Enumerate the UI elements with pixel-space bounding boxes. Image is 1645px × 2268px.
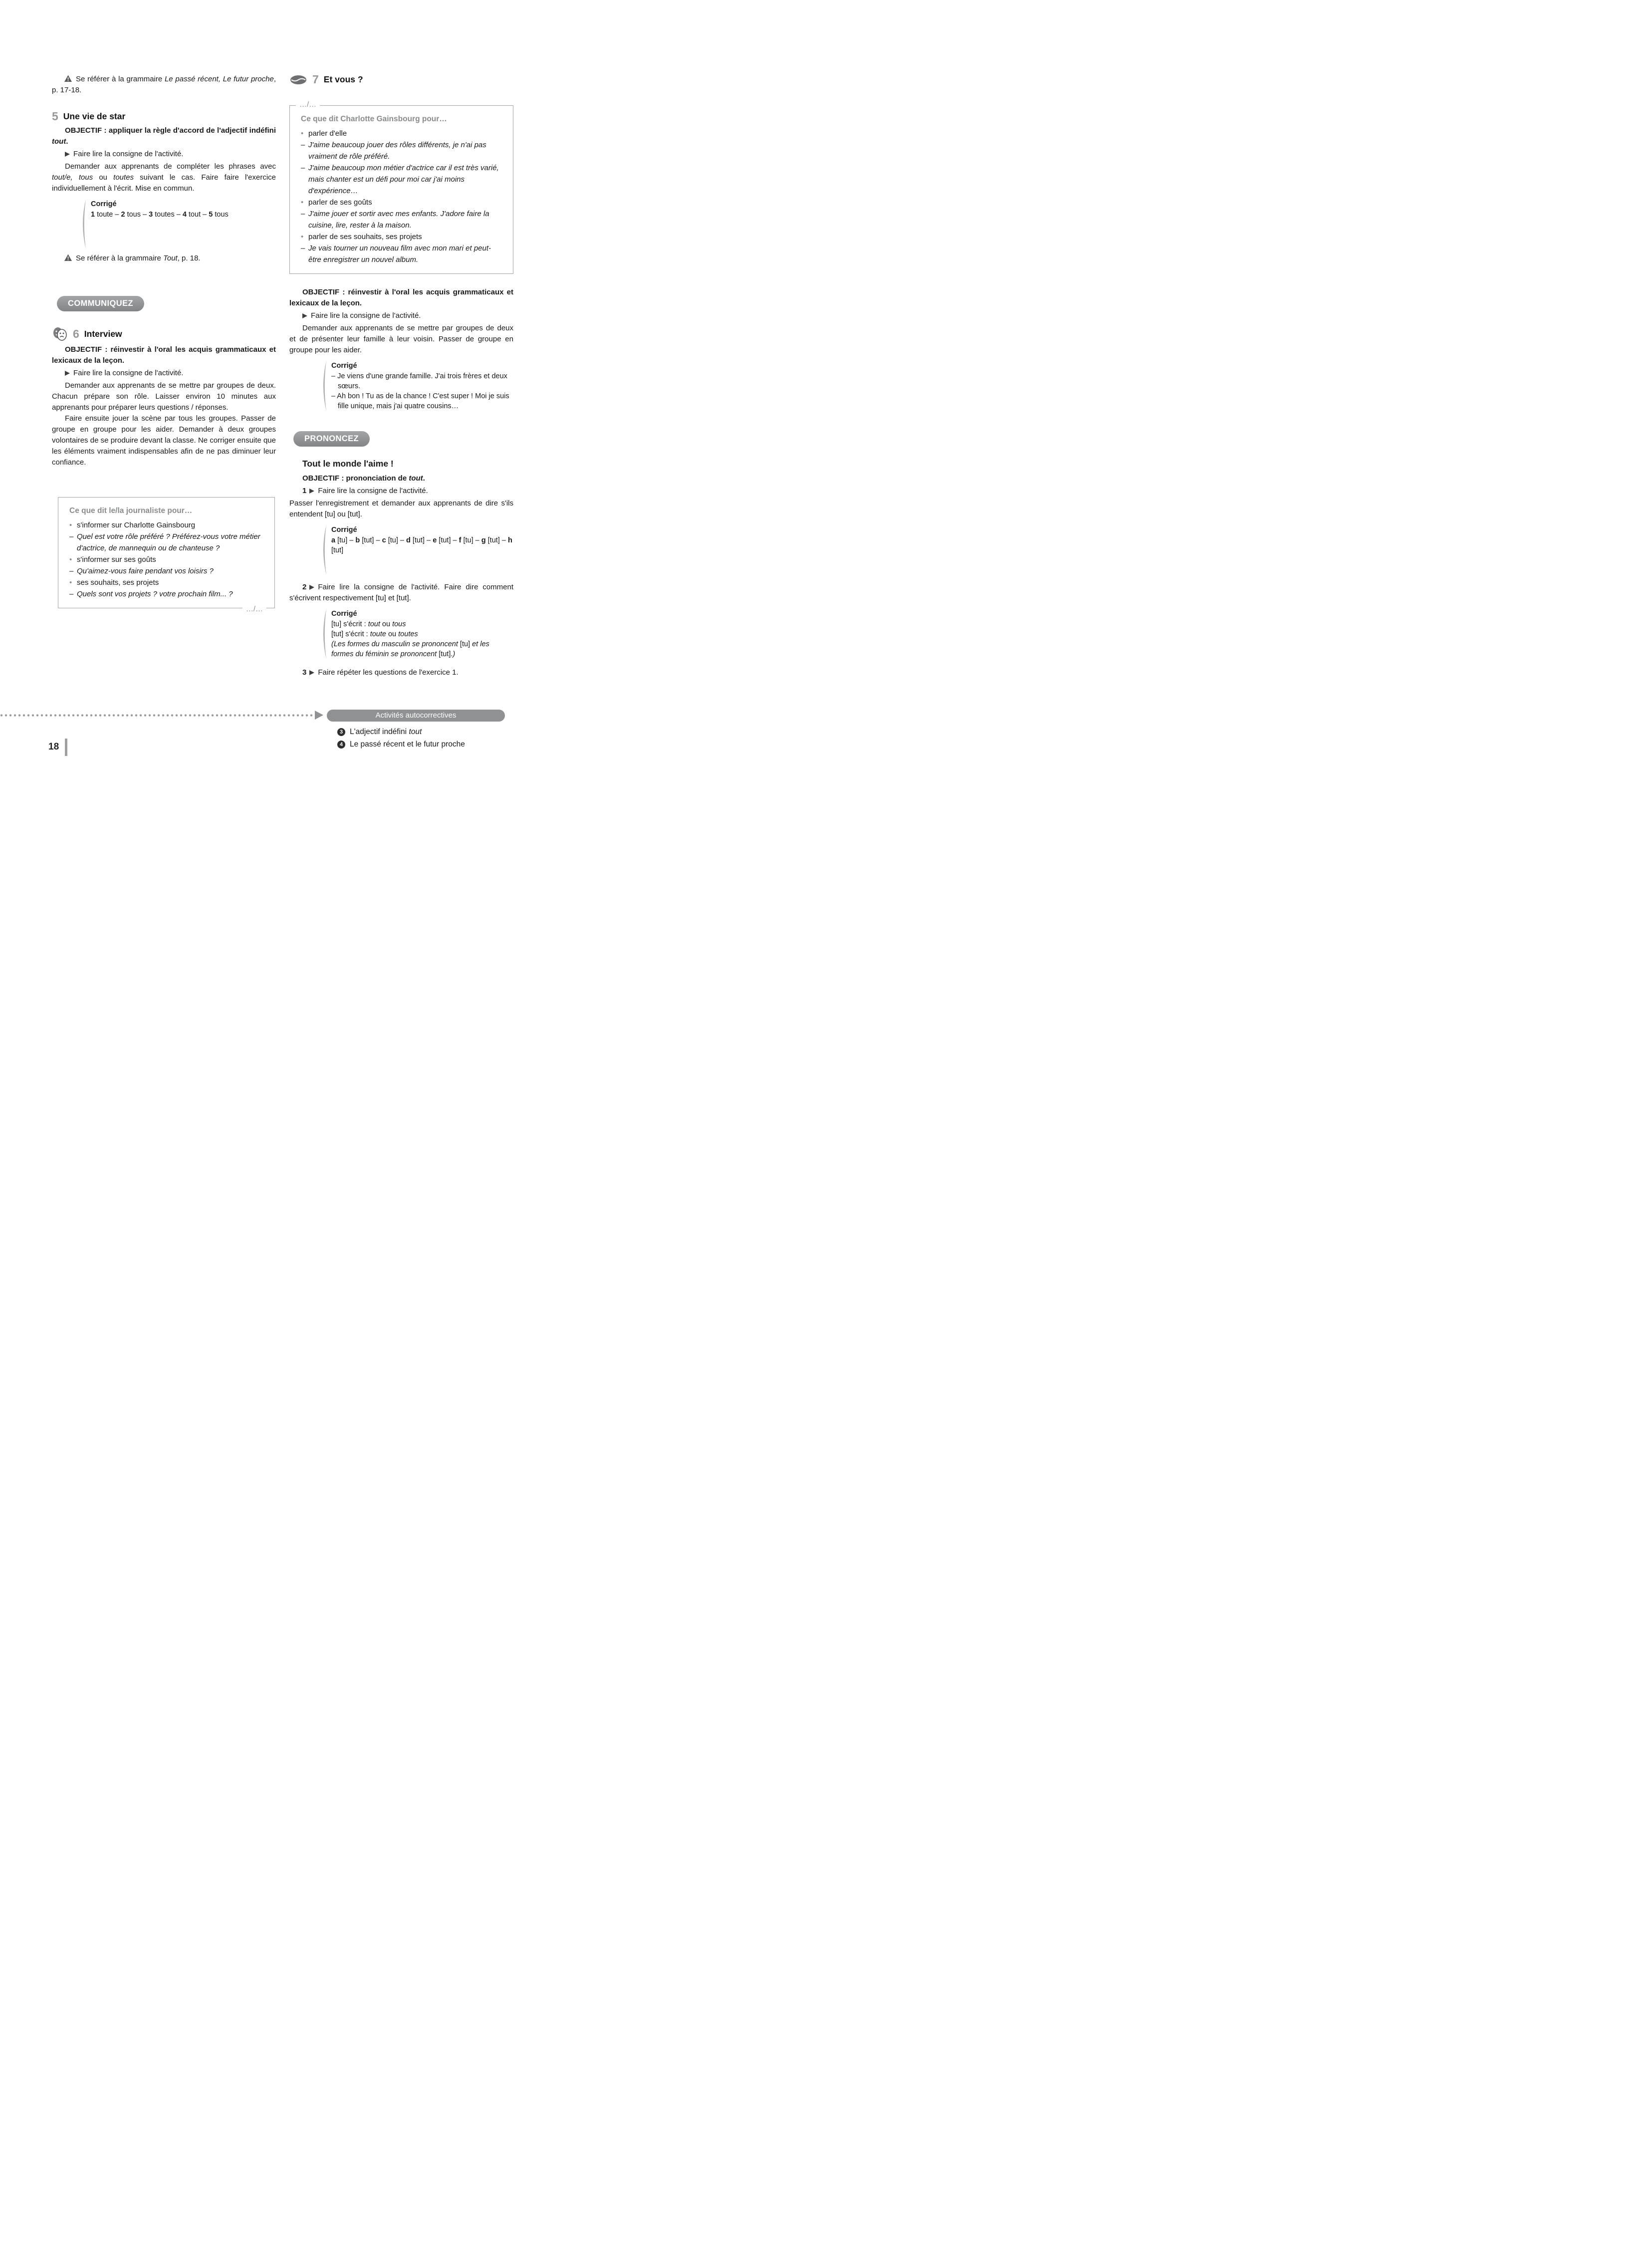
- box-item-text: J'aime beaucoup jouer des rôles différents, je n'ai pas vraiment de rôle préféré.: [308, 141, 486, 161]
- corrige-answers: 1 toute – 2 tous – 3 toutes – 4 tout – 5 tous: [91, 211, 229, 219]
- activity-7-number: 7: [312, 73, 319, 86]
- step-3-line: [289, 667, 513, 678]
- activity-6-heading: [52, 326, 276, 341]
- consigne-line-5: [52, 149, 276, 160]
- prononcez-section: [293, 431, 513, 447]
- autocorrectives-arrow-icon: [315, 711, 323, 720]
- corrige-bracket-icon: [320, 525, 327, 575]
- autocorrectives-list: [337, 728, 465, 753]
- paragraph-activity-7: Demander aux apprenants de se mettre par groupes de deux et de présenter leur famille à leur voisin. Passer de groupe en groupe pour les aider.: [289, 324, 513, 354]
- communiquez-section: [57, 296, 276, 311]
- item-number-badge: 3: [337, 728, 345, 736]
- box-item: [301, 243, 502, 265]
- dash-marker: –: [69, 532, 74, 541]
- corrige-content: [331, 525, 513, 575]
- box-item-text: parler de ses souhaits, ses projets: [308, 233, 422, 241]
- dash-marker: –: [69, 590, 74, 598]
- speaking-icon: [289, 74, 307, 85]
- bullet-icon: •: [69, 555, 72, 564]
- consigne-line-7: [289, 310, 513, 321]
- bullet-icon: •: [301, 129, 304, 138]
- corrige-label: Corrigé: [331, 610, 357, 618]
- step-number: 2: [302, 583, 307, 591]
- activity-5-title: Une vie de star: [63, 111, 126, 121]
- autocorrective-item: [337, 728, 465, 737]
- grammar-note-1: [52, 74, 276, 96]
- box-item: [301, 162, 502, 197]
- corrige-label: Corrigé: [91, 200, 117, 208]
- corrige-content: [91, 199, 229, 249]
- box-title: Ce que dit le/la journaliste pour…: [69, 506, 193, 515]
- arrow-icon: [302, 313, 307, 318]
- corrige-content: [331, 609, 513, 659]
- box-item-text: Quels sont vos projets ? votre prochain film... ?: [77, 590, 233, 598]
- consigne-line-6: [52, 368, 276, 379]
- theater-masks-icon: [52, 326, 68, 341]
- box-item-text: s'informer sur Charlotte Gainsbourg: [77, 521, 196, 529]
- arrow-icon: [309, 670, 314, 675]
- continuation-mark: …/…: [296, 100, 320, 109]
- box-item: [301, 231, 502, 243]
- journalist-dialogue-box: [58, 497, 275, 613]
- box-item-text: Qu'aimez-vous faire pendant vos loisirs ?: [77, 567, 214, 575]
- step-1-line: [289, 486, 513, 497]
- activity-7-title: Et vous ?: [323, 74, 363, 84]
- box-item-text: parler d'elle: [308, 129, 347, 138]
- bullet-icon: •: [301, 233, 304, 241]
- arrow-icon: [65, 371, 70, 376]
- box-item: [301, 208, 502, 231]
- arrow-icon: [309, 489, 314, 494]
- objective-pronunciation: OBJECTIF : prononciation de tout.: [302, 474, 425, 483]
- box-item-text: J'aime beaucoup mon métier d'actrice car il est très varié, mais chanter est un défi pour moi car j'ai moins d'expérience…: [308, 164, 499, 195]
- item-number-badge: 4: [337, 741, 345, 749]
- corrige-block-5: [80, 199, 276, 249]
- page-number: 18: [48, 742, 59, 752]
- warning-icon: [64, 75, 76, 83]
- corrige-block-7: [320, 361, 513, 411]
- dash-marker: –: [301, 244, 305, 252]
- step-number: 3: [302, 668, 307, 677]
- consigne-text: Faire lire la consigne de l'activité.: [73, 369, 184, 377]
- corrige-line: – Ah bon ! Tu as de la chance ! C'est super ! Moi je suis fille unique, mais j'ai quatre cousins…: [331, 392, 509, 410]
- activity-5-number: 5: [52, 110, 58, 123]
- prononcez-pill: PRONONCEZ: [293, 431, 370, 447]
- grammar-note-2: [52, 253, 276, 264]
- paragraph-activity-5: Demander aux apprenants de compléter les phrases avec tout/e, tous ou toutes suivant le cas. Faire faire l'exercice individuellement à l'écrit. Mise en commun.: [52, 162, 276, 193]
- activity-5-heading: [52, 111, 276, 122]
- communiquez-pill: COMMUNIQUEZ: [57, 296, 144, 311]
- box-item: [69, 588, 263, 600]
- teacher-guide-page: [0, 0, 548, 756]
- box-item-text: s'informer sur ses goûts: [77, 555, 156, 564]
- step-number: 1: [302, 487, 307, 495]
- step-text: Faire répéter les questions de l'exercice 1.: [318, 668, 459, 677]
- two-column-layout: [0, 0, 548, 680]
- objective-activity-6: OBJECTIF : réinvestir à l'oral les acquis grammaticaux et lexicaux de la leçon.: [52, 345, 276, 365]
- dash-marker: –: [301, 210, 305, 218]
- step-text: Faire lire la consigne de l'activité.: [318, 487, 428, 495]
- box-title: Ce que dit Charlotte Gainsbourg pour…: [301, 115, 447, 123]
- box-item: [69, 519, 263, 531]
- corrige-label: Corrigé: [331, 526, 357, 534]
- bullet-icon: •: [301, 198, 304, 207]
- paragraph-activity-6a: Demander aux apprenants de se mettre par groupes de deux. Chacun prépare son rôle. Laisser environ 10 minutes aux apprenants pour préparer leurs questions / réponses.: [52, 381, 276, 412]
- box-item: [301, 128, 502, 139]
- warning-icon: [64, 254, 76, 262]
- objective-activity-7: OBJECTIF : réinvestir à l'oral les acquis grammaticaux et lexicaux de la leçon.: [289, 288, 513, 307]
- autocorrective-item: [337, 740, 465, 749]
- corrige-content: [331, 361, 513, 411]
- activity-6-number: 6: [73, 327, 79, 340]
- grammar-note-text: Se référer à la grammaire Le passé récent, Le futur proche, p. 17-18.: [52, 75, 276, 94]
- corrige-line: – Je viens d'une grande famille. J'ai trois frères et deux sœurs.: [331, 372, 507, 390]
- box-item-text: parler de ses goûts: [308, 198, 372, 207]
- consigne-text: Faire lire la consigne de l'activité.: [73, 150, 184, 158]
- pronunciation-title: Tout le monde l'aime !: [302, 459, 394, 469]
- corrige-bracket-icon: [320, 609, 327, 659]
- continuation-mark: …/…: [242, 605, 266, 613]
- arrow-icon: [65, 152, 70, 157]
- right-column: [289, 74, 513, 680]
- paragraph-activity-6b: Faire ensuite jouer la scène par tous les groupes. Passer de groupe en groupe pour les aider. Demander à deux groupes volontaires de se produire devant la classe. Ne corriger ensuite que les éléments vraiment indispensables afin de ne pas diminuer leur confiance.: [52, 414, 276, 467]
- consigne-text: Faire lire la consigne de l'activité.: [311, 311, 421, 320]
- box-item-text: Je vais tourner un nouveau film avec mon mari et peut-être enregistrer un nouvel album.: [308, 244, 491, 264]
- corrige-line: [tu] s'écrit : tout ou tous: [331, 620, 406, 628]
- step-text: Faire lire la consigne de l'activité. Faire dire comment s'écrivent respectivement [tu] et [tut].: [289, 583, 513, 602]
- step-2-paragraph: [289, 582, 513, 604]
- objective-activity-5: OBJECTIF : appliquer la règle d'accord de l'adjectif indéfini tout.: [52, 126, 276, 146]
- corrige-line: [tut] s'écrit : toute ou toutes: [331, 630, 418, 638]
- box-item: [69, 577, 263, 588]
- box-item: [301, 139, 502, 162]
- corrige-bracket-icon: [80, 199, 86, 249]
- left-column: [52, 74, 276, 680]
- activity-7-heading: [289, 74, 513, 85]
- corrige-label: Corrigé: [331, 362, 357, 370]
- autocorrectives-pill: Activités autocorrectives: [327, 710, 505, 722]
- corrige-answers: a [tu] – b [tut] – c [tu] – d [tut] – e [tut] – f [tu] – g [tut] – h [tut]: [331, 536, 512, 554]
- dash-marker: –: [69, 567, 74, 575]
- dotted-separator: [0, 714, 314, 717]
- box-item-text: ses souhaits, ses projets: [77, 578, 159, 587]
- corrige-block-pron-2: [320, 609, 513, 659]
- box-item: [301, 197, 502, 208]
- box-item: [69, 554, 263, 565]
- grammar-note-text: Se référer à la grammaire Tout, p. 18.: [76, 254, 201, 262]
- dash-marker: –: [301, 141, 305, 149]
- activity-6-title: Interview: [84, 328, 122, 339]
- bullet-icon: •: [69, 521, 72, 529]
- dash-marker: –: [301, 164, 305, 172]
- autocorrective-item-text: Le passé récent et le futur proche: [350, 740, 465, 749]
- box-item: [69, 565, 263, 577]
- autocorrective-item-text: L'adjectif indéfini tout: [350, 728, 422, 736]
- box-item-text: J'aime jouer et sortir avec mes enfants. J'adore faire la cuisine, lire, rester à la maison.: [308, 210, 489, 230]
- corrige-bracket-icon: [320, 361, 327, 411]
- paragraph-step-1: Passer l'enregistrement et demander aux apprenants de dire s'ils entendent [tu] ou [tut].: [289, 499, 513, 518]
- arrow-icon: [309, 585, 314, 590]
- corrige-block-pron-1: [320, 525, 513, 575]
- box-item: [69, 531, 263, 554]
- page-number-bar: [65, 739, 67, 756]
- box-item-text: Quel est votre rôle préféré ? Préférez-vous votre métier d'actrice, de mannequin ou de chanteuse ?: [77, 532, 260, 552]
- bullet-icon: •: [69, 578, 72, 587]
- corrige-line: (Les formes du masculin se prononcent [tu] et les formes du féminin se prononcent [tut].): [331, 640, 489, 658]
- charlotte-dialogue-box: [289, 100, 513, 274]
